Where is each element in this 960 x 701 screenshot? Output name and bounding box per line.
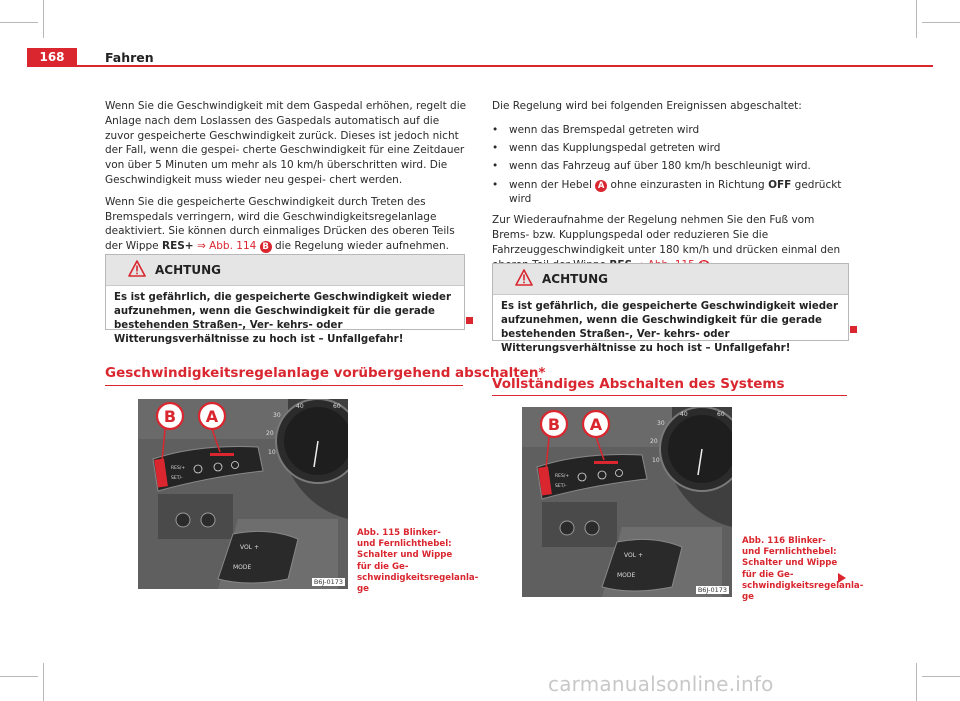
warning-triangle-icon (128, 260, 146, 277)
crop-mark (0, 22, 38, 23)
gauge-tick: 20 (650, 438, 658, 445)
text: die Regelung wieder aufnehmen. (271, 240, 450, 253)
watermark: carmanualsonline.info (548, 672, 774, 696)
keyword-res-plus: RES+ (161, 240, 194, 253)
text: gedrückt wird (509, 178, 842, 206)
figure-caption: Abb. 116 Blinker- und Fernlichthebel: Schalter und Wippe für die Ge- schwindigkeitsregelanla- ge (742, 536, 864, 603)
warning-text: Es ist gefährlich, die gespeicherte Geschwindigkeit wieder aufzunehmen, wenn die Geschwindigkeit für die gerade bestehenden Straßen-, Ver- kehrs- oder Witterungsverhältnisse zu hoch ist – Unfallgefahr! (114, 292, 451, 345)
right-column (492, 99, 850, 279)
continue-arrow-icon (838, 573, 846, 583)
gauge-tick: 30 (657, 420, 665, 427)
figure-code: B6J-0173 (697, 586, 727, 594)
section-rule (105, 385, 463, 386)
text: ohne einzurasten in Richtung (607, 178, 769, 191)
vol-label: VOL + (624, 552, 643, 559)
figure-reference-link[interactable]: ⇒ Abb. 114 (196, 240, 257, 253)
crop-mark (922, 676, 960, 677)
figure-steering-lever (138, 399, 348, 589)
page-title: Fahren (105, 50, 154, 65)
gauge-tick: 10 (268, 449, 276, 456)
left-column (105, 99, 467, 261)
section-end-marker (466, 317, 473, 324)
paragraph: Wenn Sie die Geschwindigkeit mit dem Gaspedal erhöhen, regelt die Anlage nach dem Loslassen des Gaspedals automatisch auf die zuvor gespeicherte Geschwindigkeit zurück. Dieses ist jedoch nicht der Fall, wenn die gespei- cherte Geschwindigkeit für eine Zeitdauer von über 5 Minuten um mehr als 10 km/h überschritten wird. Die Geschwindigkeit muss wieder neu gespei- chert werden. (105, 100, 467, 186)
callout-a: A (205, 407, 219, 426)
callout-marker: B (260, 241, 272, 253)
gauge-tick: 40 (296, 403, 304, 410)
lever-illustration (522, 407, 732, 597)
section-rule (492, 395, 847, 396)
gauge-tick: 60 (333, 403, 341, 410)
crop-mark (916, 663, 917, 701)
callout-b: B (163, 407, 177, 426)
lever-res-label: RES/+ (555, 474, 570, 479)
callout-b: B (547, 415, 561, 434)
crop-mark (922, 22, 960, 23)
figure-steering-lever (522, 407, 732, 597)
crop-mark (0, 676, 38, 677)
mode-label: MODE (617, 572, 636, 579)
section-title: Geschwindigkeitsregelanlage vorübergehend abschalten* (105, 365, 546, 381)
lever-set-label: SET/- (555, 484, 567, 489)
list-item (492, 178, 850, 208)
paragraph (105, 195, 467, 254)
warning-triangle-icon (515, 269, 533, 286)
paragraph: Die Regelung wird bei folgenden Ereignissen abgeschaltet: (492, 100, 802, 112)
keyword-off: OFF (768, 178, 792, 191)
section-title: Vollständiges Abschalten des Systems (492, 376, 785, 392)
vol-label: VOL + (240, 544, 259, 551)
header-rule (27, 65, 933, 67)
callout-a: A (589, 415, 603, 434)
gauge-tick: 10 (652, 457, 660, 464)
gauge-tick: 40 (680, 411, 688, 418)
gauge-tick: 30 (273, 412, 281, 419)
warning-title: ACHTUNG (155, 263, 221, 277)
mode-label: MODE (233, 564, 252, 571)
warning-text: Es ist gefährlich, die gespeicherte Geschwindigkeit wieder aufzunehmen, wenn die Geschwindigkeit für die gerade bestehenden Straßen-, Ver- kehrs- oder Witterungsverhältnisse zu hoch ist – Unfallgefahr! (501, 301, 838, 354)
lever-res-label: RES/+ (171, 466, 186, 471)
crop-mark (43, 663, 44, 701)
gauge-tick: 60 (717, 411, 725, 418)
list-item: • wenn das Fahrzeug auf über 180 km/h beschleunigt wird. (492, 159, 850, 174)
callout-marker: A (595, 180, 607, 192)
text: wenn der Hebel (509, 178, 596, 191)
list-item: • wenn das Bremspedal getreten wird (492, 123, 850, 138)
lever-illustration (138, 399, 348, 589)
warning-box (492, 263, 849, 354)
crop-mark (916, 0, 917, 38)
warning-header (493, 264, 848, 295)
page-number: 168 (27, 48, 77, 67)
figure-code: B6J-0173 (313, 578, 343, 586)
warning-header (106, 255, 464, 286)
figure-caption: Abb. 115 Blinker- und Fernlichthebel: Schalter und Wippe für die Ge- schwindigkeitsregelanla- ge (357, 528, 479, 595)
warning-title: ACHTUNG (542, 272, 608, 286)
bullet-list (492, 123, 850, 207)
text: Wenn Sie die gespeicherte Geschwindigkeit durch Treten des Bremspedals verringern, wird die Geschwindigkeitsregelanlage deaktiviert. Sie können durch einmaliges Drücken des oberen Teils der Wippe (105, 195, 455, 253)
text: Zur Wiederaufnahme der Regelung nehmen Sie den Fuß vom Brems- bzw. Kupplungspedal oder reduzieren Sie die Fahrzeuggeschwindigkeit unter 180 km/h und drücken einmal den (492, 214, 841, 256)
warning-box (105, 254, 465, 345)
crop-mark (43, 0, 44, 38)
lever-set-label: SET/- (171, 476, 183, 481)
section-end-marker (850, 326, 857, 333)
list-item: • wenn das Kupplungspedal getreten wird (492, 141, 850, 156)
gauge-tick: 20 (266, 430, 274, 437)
